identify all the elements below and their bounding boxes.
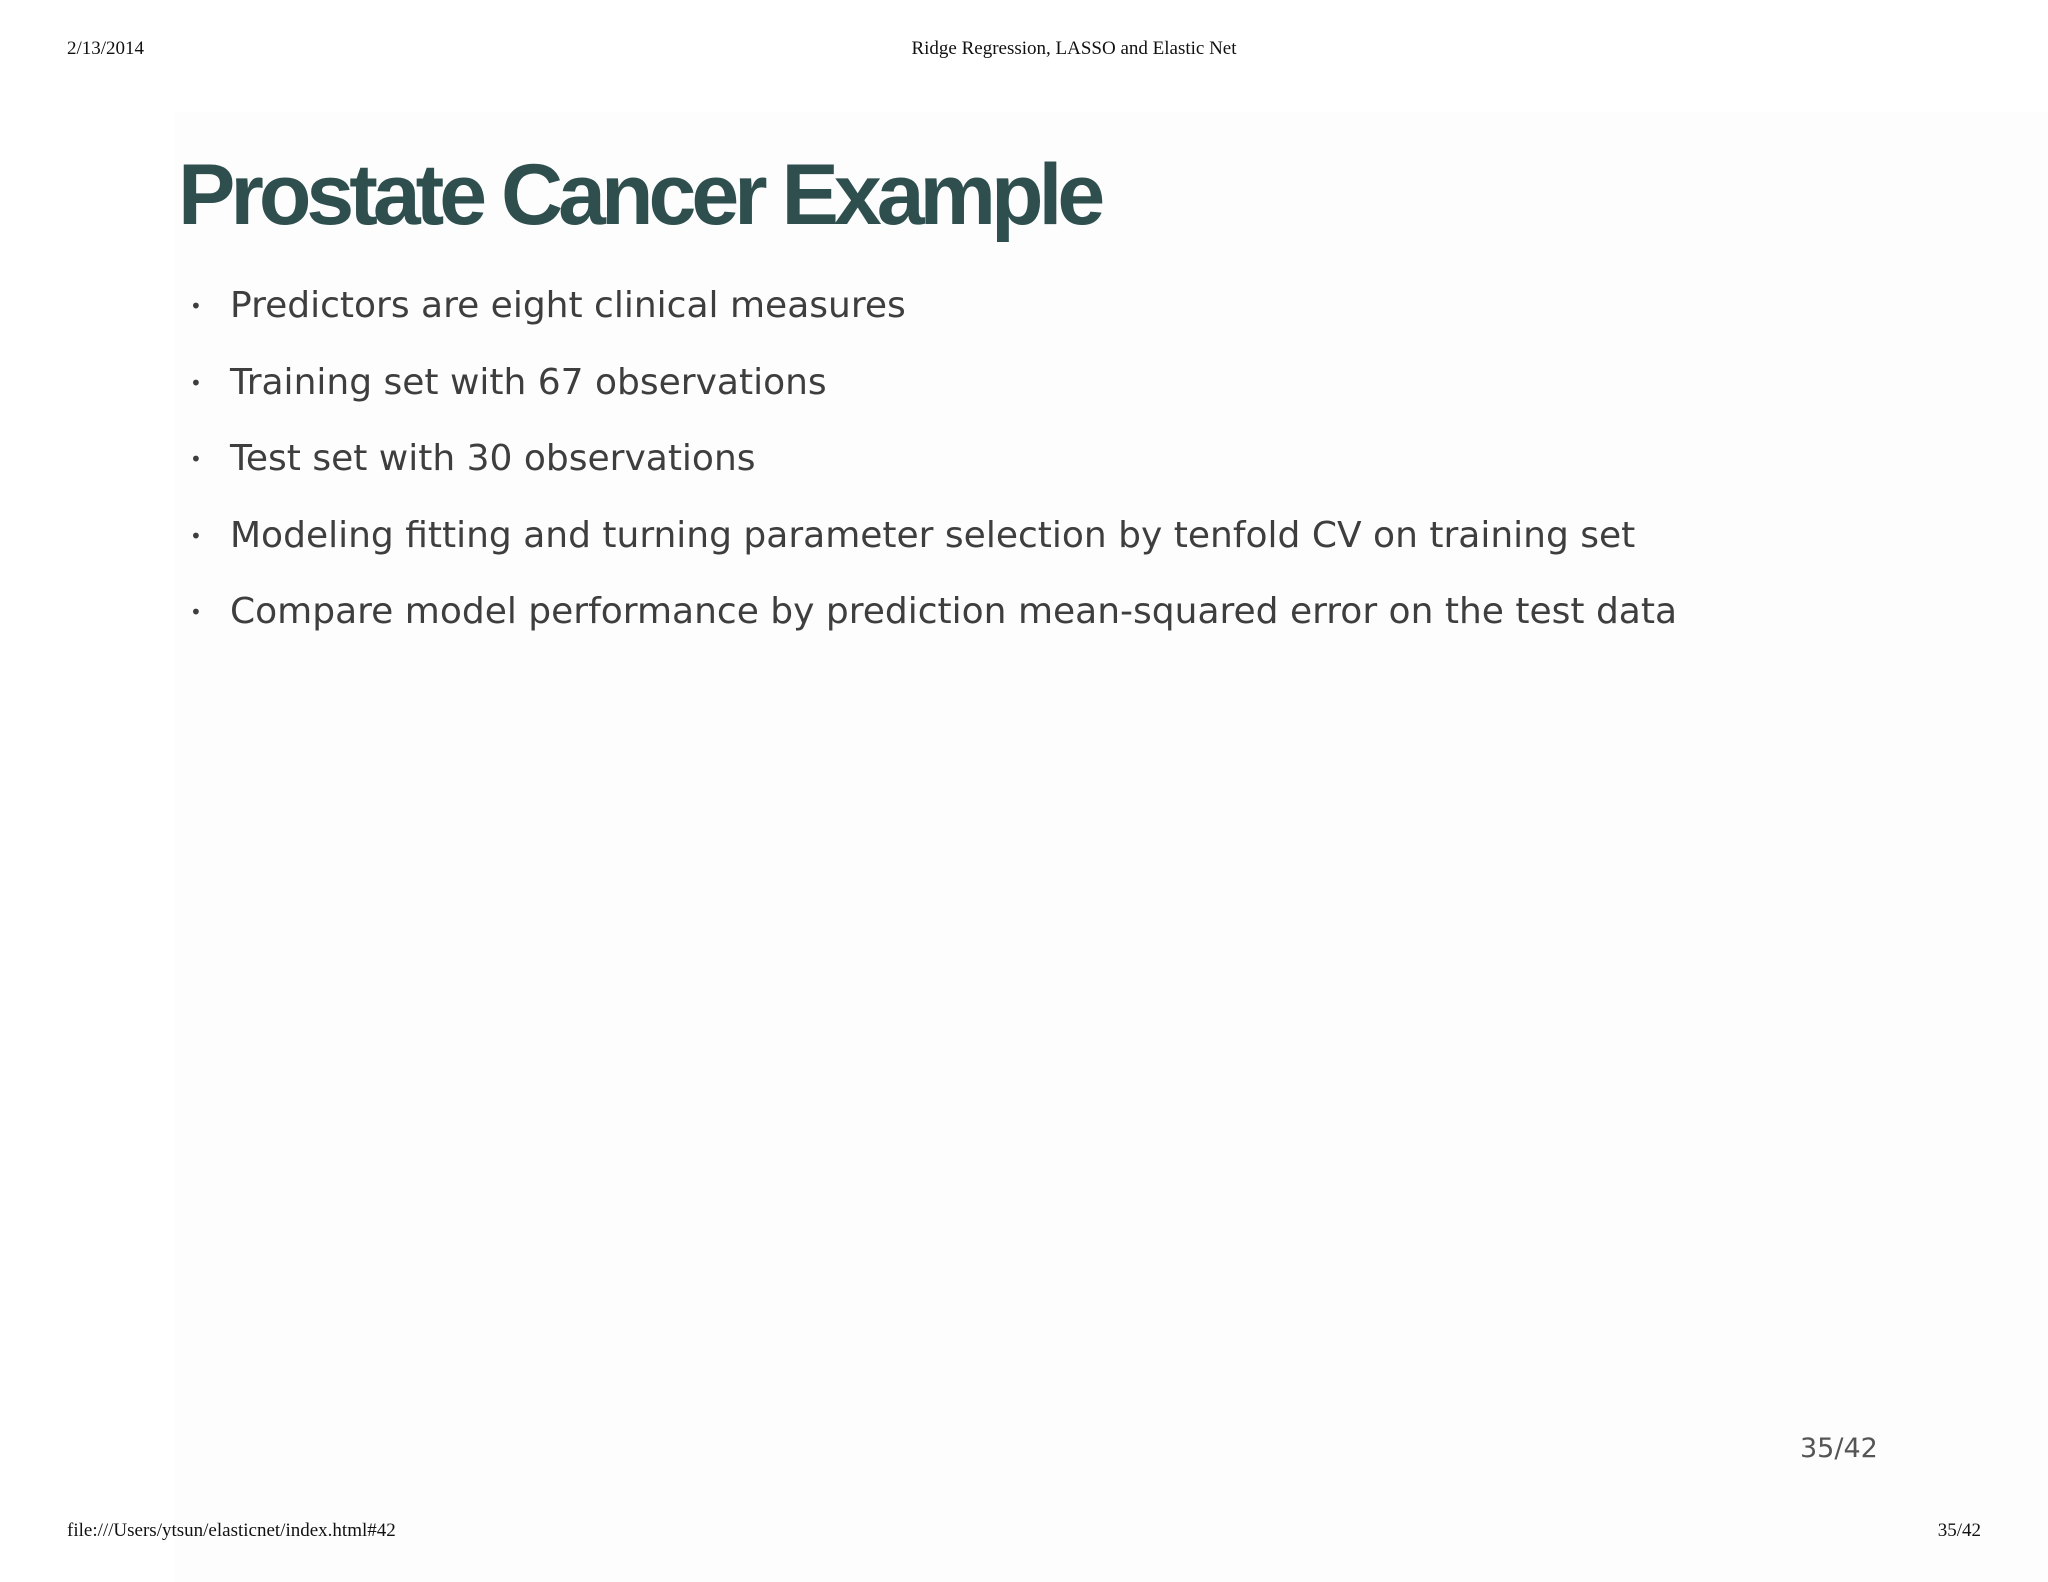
bullet-item xyxy=(190,277,1677,354)
bullet-dot-icon: • xyxy=(190,600,202,624)
bullet-item xyxy=(190,583,1677,660)
bullet-dot-icon: • xyxy=(190,370,202,395)
print-header-title: Ridge Regression, LASSO and Elastic Net xyxy=(911,38,1237,59)
print-footer-page-number: 35/42 xyxy=(1937,1520,1981,1541)
bullet-text: Modeling fitting and turning parameter selection by tenfold CV on training set xyxy=(230,514,1636,556)
bullet-dot-icon: • xyxy=(190,294,202,318)
bullet-text: Training set with 67 observations xyxy=(230,361,827,403)
bullet-dot-icon: • xyxy=(190,523,202,548)
slide-title: Prostate Cancer Example xyxy=(178,147,1101,243)
print-header-date: 2/13/2014 xyxy=(67,38,145,59)
bullet-text: Test set with 30 observations xyxy=(230,438,756,479)
bullet-text: Predictors are eight clinical measures xyxy=(230,285,906,326)
print-footer-url: file:///Users/ytsun/elasticnet/index.html#42 xyxy=(67,1520,396,1541)
bullet-text: Compare model performance by prediction mean-squared error on the test data xyxy=(230,591,1678,632)
bullet-dot-icon: • xyxy=(190,447,202,471)
bullet-item xyxy=(190,354,1677,431)
bullet-list xyxy=(190,277,1677,660)
slide-page-number: 35/42 xyxy=(1800,1433,1878,1464)
bullet-item xyxy=(190,430,1677,507)
bullet-item xyxy=(190,507,1677,584)
